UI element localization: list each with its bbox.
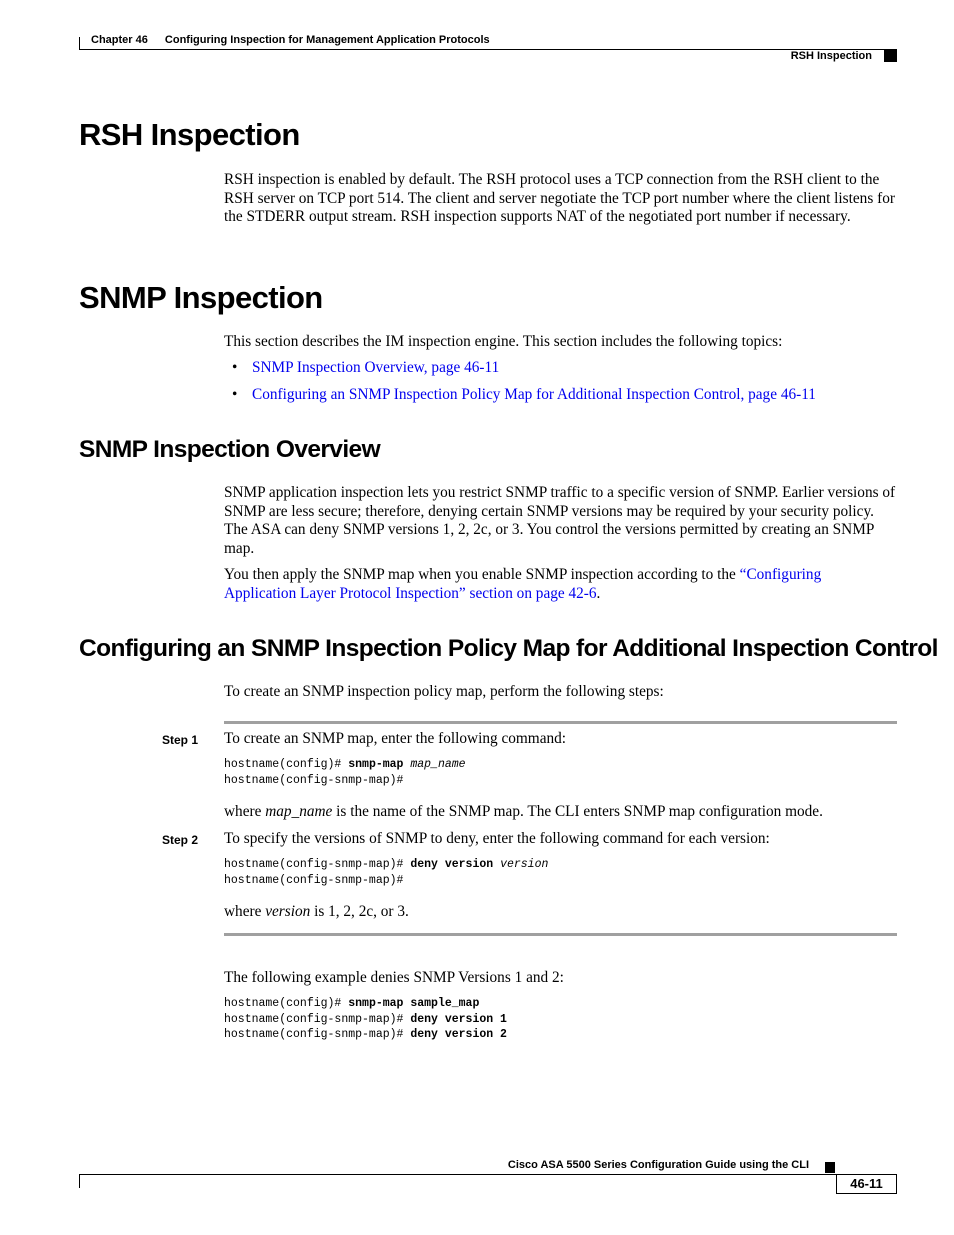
header-section: RSH Inspection — [790, 50, 872, 62]
overview-paragraph-2-prefix: You then apply the SNMP map when you enable SNMP inspection according to the — [224, 566, 740, 583]
step-1-text: To create an SNMP map, enter the following command: — [224, 730, 567, 747]
header-rule — [79, 49, 897, 50]
overview-paragraph-2 — [224, 566, 896, 603]
code-argument: version — [493, 858, 549, 871]
overview-title: SNMP Inspection Overview — [79, 436, 381, 463]
header-chapter-title: Configuring Inspection for Management Application Protocols — [164, 34, 490, 46]
topic-link-policy-map[interactable]: Configuring an SNMP Inspection Policy Map for Additional Inspection Control, page 46-11 — [252, 386, 816, 403]
example-code-line-3 — [224, 1027, 507, 1043]
topic-list-item — [232, 359, 499, 377]
header-chapter-number: Chapter 46 — [91, 34, 148, 46]
rsh-title: RSH Inspection — [79, 117, 300, 152]
page-number: 46-11 — [850, 1176, 883, 1191]
step-2-label: Step 2 — [162, 833, 199, 847]
where-suffix: is 1, 2, 2c, or 3. — [310, 903, 409, 920]
where-variable: map_name — [265, 803, 333, 820]
example-code-line-1 — [224, 996, 479, 1012]
step-1-label: Step 1 — [162, 733, 199, 747]
configuring-protocol-inspection-link[interactable]: “Configuring Application Layer Protocol Inspection” section on page 42-6 — [224, 566, 822, 602]
bullet-icon: • — [232, 386, 238, 403]
footer-left-tick — [79, 1174, 80, 1188]
step-2-where — [224, 903, 409, 922]
footer-block — [825, 1162, 835, 1173]
step-2-code-line-2: hostname(config-snmp-map)# — [224, 874, 404, 887]
code-prompt: hostname(config-snmp-map)# — [224, 1013, 411, 1026]
footer-rule — [79, 1174, 836, 1175]
policy-intro: To create an SNMP inspection policy map, perform the following steps: — [224, 683, 664, 700]
code-prompt: hostname(config)# — [224, 997, 349, 1010]
footer-guide-title: Cisco ASA 5500 Series Configuration Guide using the CLI — [507, 1159, 809, 1171]
code-argument: map_name — [403, 758, 466, 771]
code-prompt: hostname(config-snmp-map)# — [224, 858, 411, 871]
rsh-paragraph: RSH inspection is enabled by default. The RSH protocol uses a TCP connection from the RSH client to the RSH server on TCP port 514. The client and server negotiate the TCP port number where the client listens for the STDERR output stream. RSH inspection supports NAT of the negotiated port number if necessary. — [224, 171, 895, 226]
step-2-code-line-1 — [224, 857, 548, 873]
code-command: snmp-map — [348, 758, 404, 771]
bullet-icon: • — [232, 359, 238, 376]
procedure-top-rule — [224, 721, 897, 724]
snmp-title: SNMP Inspection — [79, 280, 323, 315]
example-intro: The following example denies SNMP Versions 1 and 2: — [224, 969, 564, 986]
code-command: deny version 2 — [410, 1028, 507, 1041]
topic-link-overview[interactable]: SNMP Inspection Overview, page 46-11 — [252, 359, 500, 376]
step-2-text: To specify the versions of SNMP to deny, enter the following command for each version: — [224, 830, 770, 847]
header-block — [884, 50, 897, 62]
code-command: snmp-map sample_map — [348, 997, 480, 1010]
step-1-code-line-2: hostname(config-snmp-map)# — [224, 774, 404, 787]
code-prompt: hostname(config-snmp-map)# — [224, 1028, 411, 1041]
overview-paragraph-1: SNMP application inspection lets you restrict SNMP traffic to a specific version of SNMP. Earlier versions of SNMP are less secure; therefore, denying certain SNMP versions may be required by your security policy. The ASA can deny SNMP versions 1, 2, 2c, or 3. You control the versions permitted by creating an SNMP map. — [224, 484, 896, 558]
step-1-where — [224, 803, 823, 822]
overview-paragraph-2-suffix: . — [596, 584, 601, 602]
code-command: deny version 1 — [410, 1013, 507, 1026]
where-variable: version — [265, 903, 311, 920]
step-1-code-line-1 — [224, 757, 466, 773]
code-prompt: hostname(config)# — [224, 758, 349, 771]
where-suffix: is the name of the SNMP map. The CLI enters SNMP map configuration mode. — [332, 803, 823, 820]
page-number-box — [836, 1174, 897, 1194]
where-prefix: where — [224, 903, 266, 920]
header-chapter — [91, 34, 490, 46]
topic-list-item — [232, 386, 816, 404]
policy-title: Configuring an SNMP Inspection Policy Map for Additional Inspection Control — [79, 635, 938, 662]
procedure-bottom-rule — [224, 933, 897, 936]
snmp-intro: This section describes the IM inspection engine. This section includes the following topics: — [224, 333, 783, 350]
example-code-line-2 — [224, 1012, 507, 1028]
where-prefix: where — [224, 803, 266, 820]
code-command: deny version — [410, 858, 494, 871]
